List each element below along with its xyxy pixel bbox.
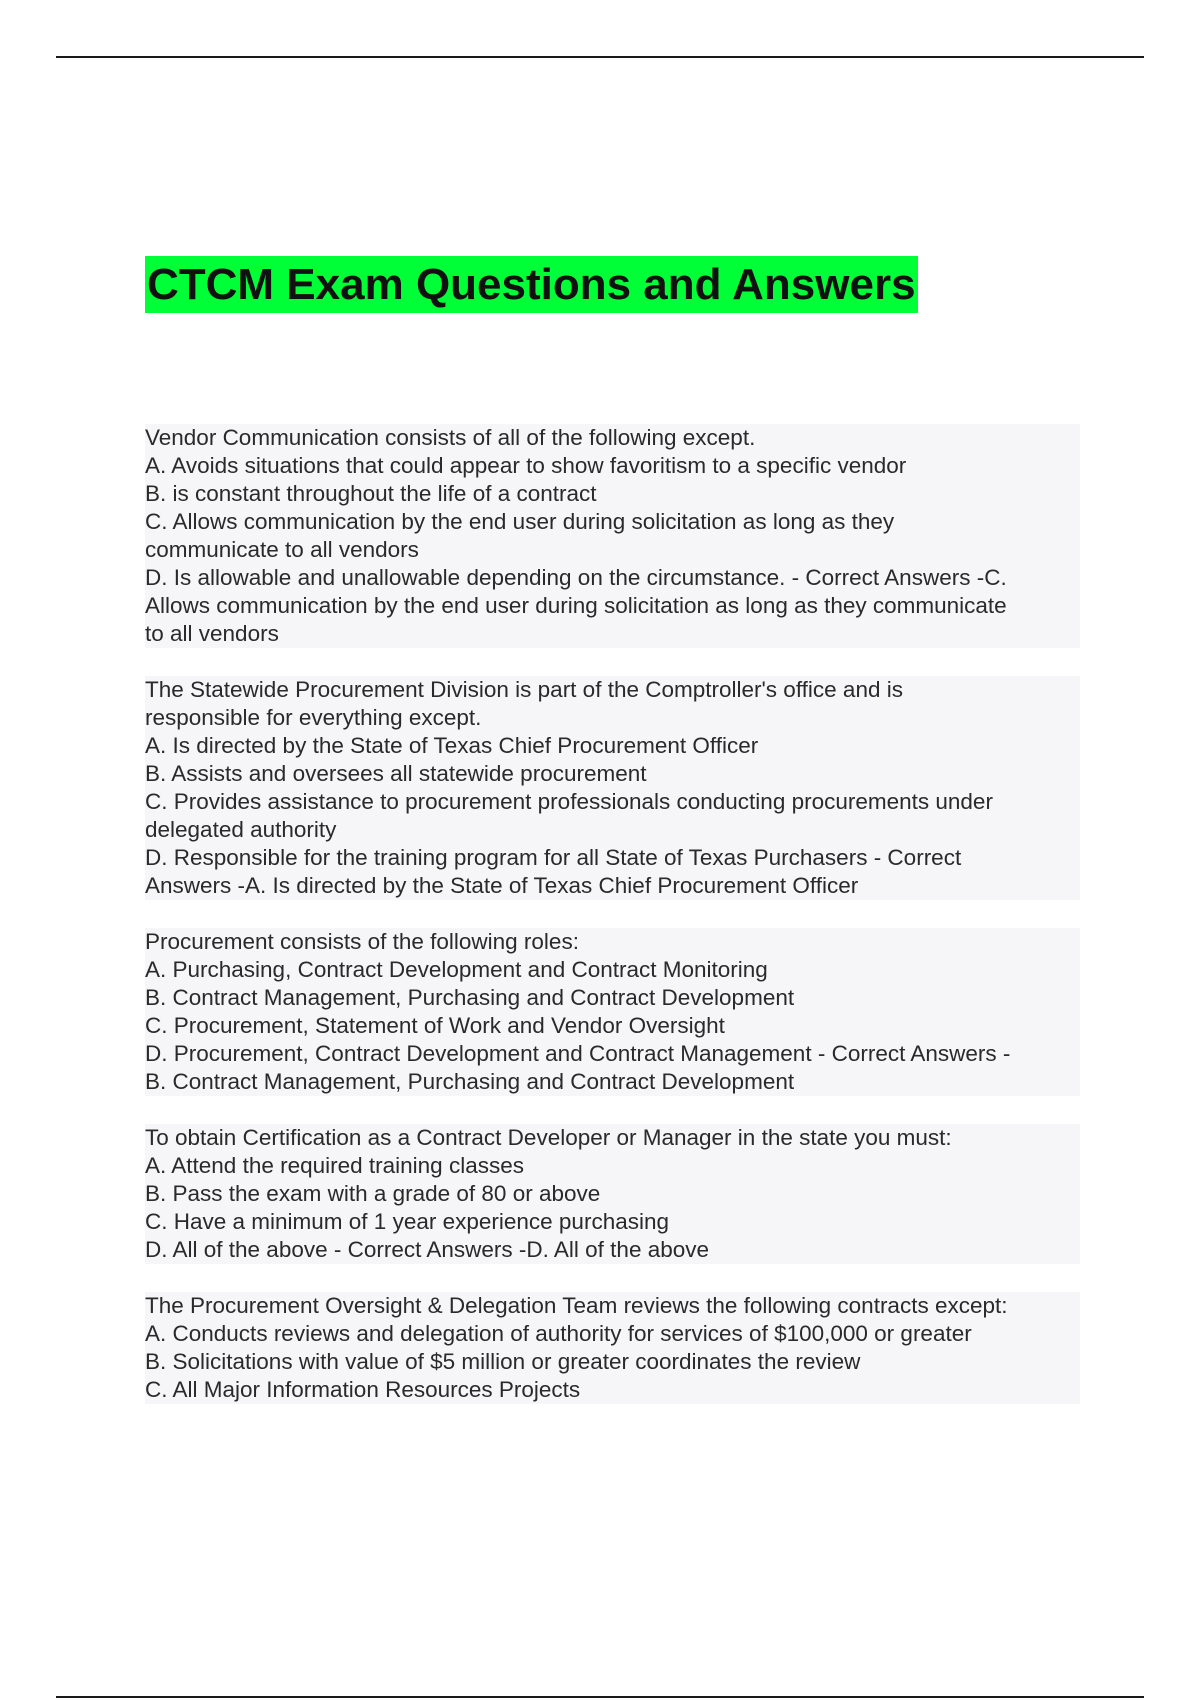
question-line: D. Responsible for the training program for all State of Texas Purchasers - Correct xyxy=(145,845,962,870)
footer-rule xyxy=(56,1696,1144,1698)
question-line: B. Contract Management, Purchasing and Contract Development xyxy=(145,1069,795,1094)
question-block xyxy=(145,1124,1080,1264)
question-line: To obtain Certification as a Contract Developer or Manager in the state you must: xyxy=(145,1125,952,1150)
question-line: D. All of the above - Correct Answers -D. All of the above xyxy=(145,1237,710,1262)
question-line: Vendor Communication consists of all of the following except. xyxy=(145,425,756,450)
header-rule xyxy=(56,56,1144,58)
question-line: C. Have a minimum of 1 year experience purchasing xyxy=(145,1209,669,1234)
question-block xyxy=(145,424,1080,648)
question-line: The Statewide Procurement Division is part of the Comptroller's office and is xyxy=(145,677,903,702)
question-line: A. Attend the required training classes xyxy=(145,1153,524,1178)
question-block xyxy=(145,928,1080,1096)
question-line: D. Procurement, Contract Development and Contract Management - Correct Answers - xyxy=(145,1041,1011,1066)
question-line: B. Assists and oversees all statewide procurement xyxy=(145,761,647,786)
question-line: The Procurement Oversight & Delegation Team reviews the following contracts except: xyxy=(145,1293,1008,1318)
question-line: A. Conducts reviews and delegation of authority for services of $100,000 or greater xyxy=(145,1321,972,1346)
question-line: to all vendors xyxy=(145,621,279,646)
questions-list xyxy=(145,424,1080,1432)
question-line: Answers -A. Is directed by the State of Texas Chief Procurement Officer xyxy=(145,873,859,898)
question-line: delegated authority xyxy=(145,817,337,842)
question-line: C. Procurement, Statement of Work and Vendor Oversight xyxy=(145,1013,725,1038)
question-line: responsible for everything except. xyxy=(145,705,482,730)
question-line: communicate to all vendors xyxy=(145,537,419,562)
question-line: D. Is allowable and unallowable depending on the circumstance. - Correct Answers -C. xyxy=(145,565,1007,590)
question-line: B. Contract Management, Purchasing and Contract Development xyxy=(145,985,795,1010)
question-block xyxy=(145,676,1080,900)
question-line: C. Provides assistance to procurement professionals conducting procurements under xyxy=(145,789,993,814)
question-line: B. Pass the exam with a grade of 80 or above xyxy=(145,1181,601,1206)
question-line: B. is constant throughout the life of a contract xyxy=(145,481,597,506)
document-title: CTCM Exam Questions and Answers xyxy=(145,256,918,313)
question-line: A. Purchasing, Contract Development and Contract Monitoring xyxy=(145,957,768,982)
question-block xyxy=(145,1292,1080,1404)
question-line: A. Is directed by the State of Texas Chief Procurement Officer xyxy=(145,733,759,758)
question-line: A. Avoids situations that could appear to show favoritism to a specific vendor xyxy=(145,453,907,478)
question-line: Procurement consists of the following roles: xyxy=(145,929,579,954)
question-line: B. Solicitations with value of $5 million or greater coordinates the review xyxy=(145,1349,861,1374)
question-line: Allows communication by the end user during solicitation as long as they communicate xyxy=(145,593,1007,618)
question-line: C. All Major Information Resources Projects xyxy=(145,1377,581,1402)
question-line: C. Allows communication by the end user during solicitation as long as they xyxy=(145,509,895,534)
